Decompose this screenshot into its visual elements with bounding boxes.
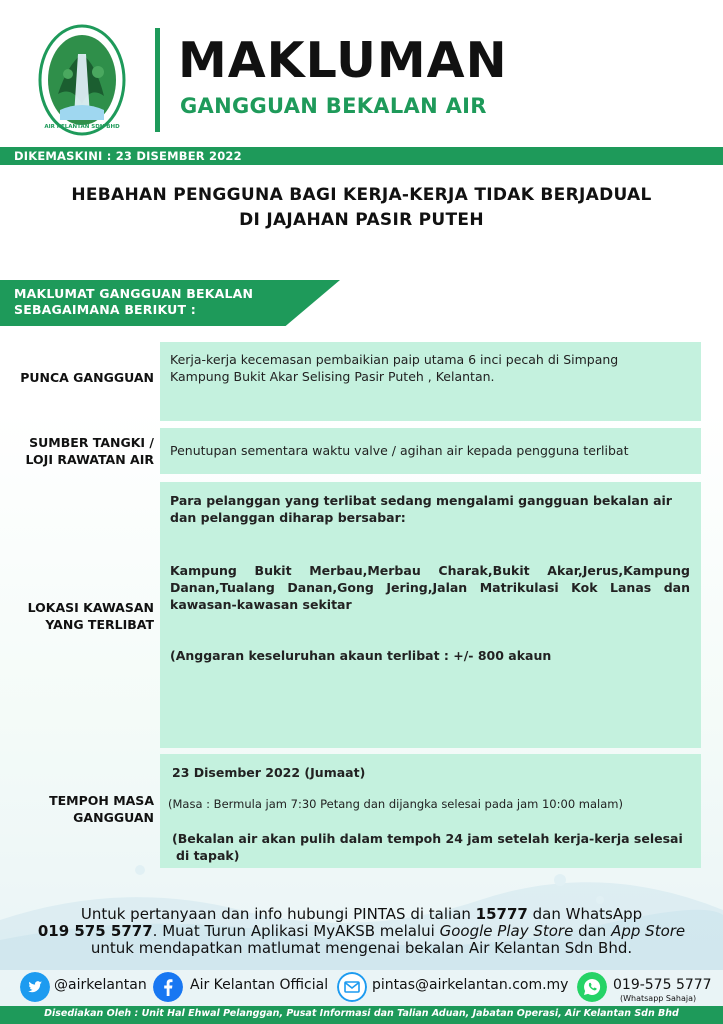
sumber-text: Penutupan sementara waktu valve / agihan air kepada pengguna terlibat [170, 443, 629, 458]
tempoh-label [10, 792, 154, 826]
lokasi-accounts: (Anggaran keseluruhan akaun terlibat : +/- 800 akaun [170, 648, 552, 663]
facebook-icon[interactable] [153, 972, 183, 1002]
contact-line3: untuk mendapatkan matlumat mengenai bekalan Air Kelantan Sdn Bhd. [90, 939, 633, 957]
footer-prefix: Disediakan Oleh : [44, 1008, 142, 1019]
sumber-label-line2: LOJI RAWATAN AIR [25, 452, 154, 467]
lokasi-areas-line3: kawasan-kawasan sekitar [170, 597, 352, 612]
twitter-icon[interactable] [20, 972, 50, 1002]
sumber-label [10, 434, 154, 468]
contact-line1-text: Untuk pertanyaan dan info hubungi PINTAS di talian [80, 905, 476, 923]
lokasi-areas [170, 562, 690, 613]
lokasi-areas-line1: Kampung Bukit Merbau,Merbau Charak,Bukit Akar,Jerus,Kampung [170, 563, 690, 578]
punca-text-line2: Kampung Bukit Akar Selising Pasir Puteh , Kelantan. [170, 369, 495, 384]
lokasi-areas-line2: Danan,Tualang Danan,Gong Jering,Jalan Matrikulasi Kok Lanas dan [170, 580, 690, 595]
contact-line2 [0, 922, 723, 940]
tempoh-restore-line1: (Bekalan air akan pulih dalam tempoh 24 jam setelah kerja-kerja selesai [172, 831, 683, 846]
punca-text [170, 351, 695, 385]
header-divider [155, 28, 160, 132]
contact-line2-and: dan [573, 922, 612, 940]
lokasi-label [10, 599, 154, 633]
page-title: MAKLUMAN [178, 32, 508, 89]
whatsapp-number: 019 575 5777 [37, 922, 153, 940]
contact-line2-text: . Muat Turun Aplikasi MyAKSB melalui [152, 922, 440, 940]
air-kelantan-logo [38, 24, 126, 136]
lokasi-intro [170, 492, 695, 526]
punca-text-line1: Kerja-kerja kecemasan pembaikian paip utama 6 inci pecah di Simpang [170, 352, 619, 367]
page-subtitle: GANGGUAN BEKALAN AIR [180, 94, 487, 118]
lokasi-intro-line2: dan pelanggan diharap bersabar: [170, 510, 406, 525]
tempoh-date: 23 Disember 2022 (Jumaat) [172, 765, 366, 780]
tempoh-restore-line2: di tapak) [176, 848, 240, 863]
sumber-label-line1: SUMBER TANGKI / [29, 435, 154, 450]
notice-heading-line1: HEBAHAN PENGGUNA BAGI KERJA-KERJA TIDAK BERJADUAL [71, 185, 652, 205]
updated-date: DIKEMASKINI : 23 DISEMBER 2022 [14, 149, 242, 163]
twitter-handle[interactable]: @airkelantan [54, 977, 147, 993]
footer-text [0, 1008, 723, 1019]
lokasi-label-line2: YANG TERLIBAT [45, 617, 154, 632]
notice-heading-line2: DI JAJAHAN PASIR PUTEH [239, 210, 484, 230]
tempoh-label-line2: GANGGUAN [73, 810, 154, 825]
banner-line1: MAKLUMAT GANGGUAN BEKALAN [14, 286, 254, 301]
tempoh-time: (Masa : Bermula jam 7:30 Petang dan dijangka selesai pada jam 10:00 malam) [168, 797, 623, 811]
punca-label: PUNCA GANGGUAN [20, 370, 154, 385]
footer-credit: Unit Hal Ehwal Pelanggan, Pusat Informasi dan Talian Aduan, Jabatan Operasi, Air Kelantan Sdn Bhd [141, 1008, 679, 1019]
facebook-page[interactable]: Air Kelantan Official [190, 977, 329, 993]
banner-line2: SEBAGAIMANA BERIKUT : [14, 302, 196, 317]
tempoh-label-line1: TEMPOH MASA [49, 793, 154, 808]
email-address[interactable]: pintas@airkelantan.com.my [372, 977, 569, 993]
section-banner-text [14, 286, 253, 318]
contact-line1 [0, 905, 723, 923]
whatsapp-icon[interactable] [577, 972, 607, 1002]
lokasi-intro-line1: Para pelanggan yang terlibat sedang mengalami gangguan bekalan air [170, 493, 672, 508]
svg-text:AIR KELANTAN SDN BHD: AIR KELANTAN SDN BHD [44, 124, 120, 130]
whatsapp-number-social[interactable]: 019-575 5777 [613, 977, 712, 993]
google-play-store: Google Play Store [439, 922, 574, 940]
lokasi-label-line1: LOKASI KAWASAN [27, 600, 154, 615]
contact-line1-end: dan WhatsApp [527, 905, 643, 923]
app-store: App Store [611, 922, 686, 940]
email-icon[interactable] [337, 972, 367, 1002]
whatsapp-note: (Whatsapp Sahaja) [620, 994, 697, 1003]
pintas-number: 15777 [475, 905, 528, 923]
